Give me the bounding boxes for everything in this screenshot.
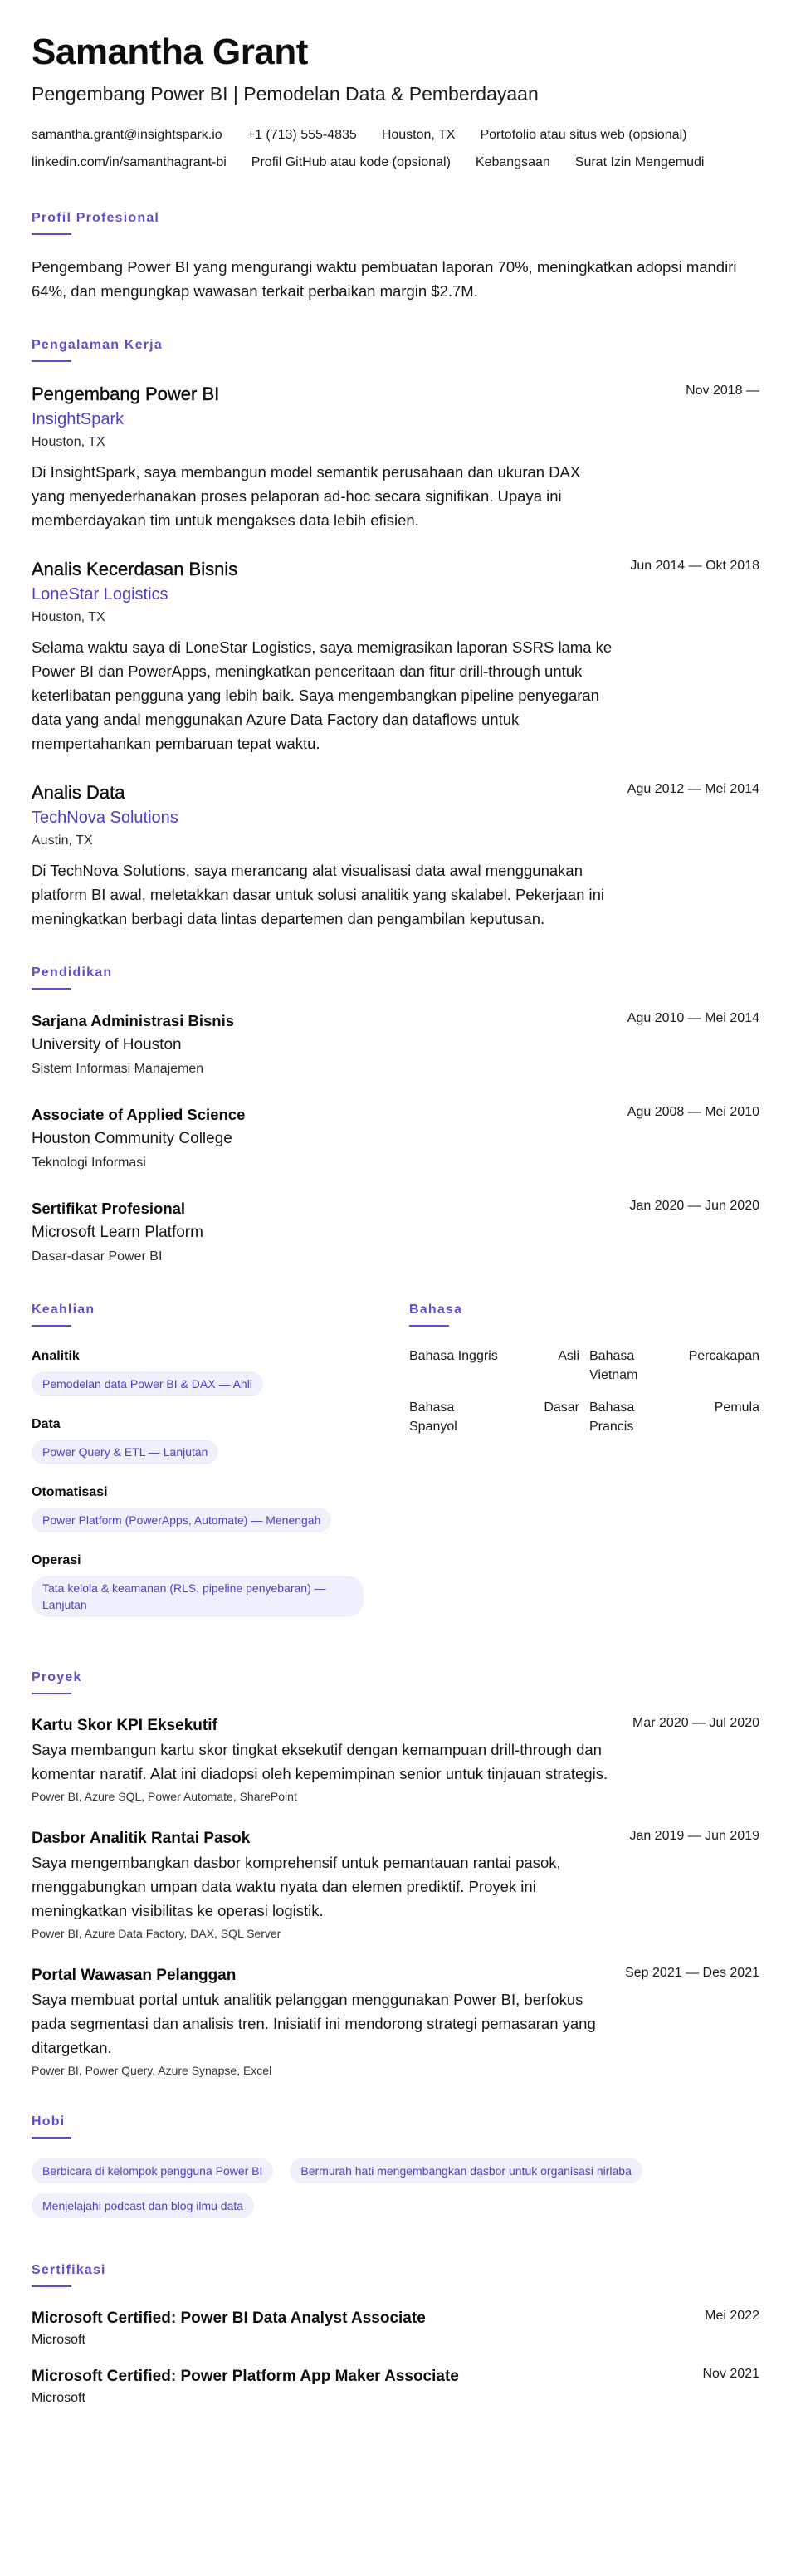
language-name: Bahasa Spanyol [409, 1400, 457, 1434]
certification-name: Microsoft Certified: Power Platform App Maker Associate [32, 2368, 459, 2385]
job-location: Houston, TX [32, 610, 105, 624]
language-item [409, 1398, 579, 1436]
project-tech: Power BI, Azure Data Factory, DAX, SQL Server [32, 1927, 281, 1940]
education-school: Microsoft Learn Platform [32, 1224, 203, 1241]
section-divider [32, 1693, 71, 1694]
language-item [409, 1347, 579, 1385]
section-divider [32, 988, 71, 990]
resume-header [32, 32, 759, 176]
project-entry [32, 1827, 759, 1943]
education-entry [32, 1009, 759, 1080]
job-company: InsightSpark [32, 410, 125, 428]
contact-phone[interactable]: +1 (713) 555-4835 [247, 128, 357, 142]
section-title: Pendidikan [32, 965, 113, 980]
entry-dates: Nov 2018 — [686, 384, 759, 398]
contact-github[interactable]: Profil GitHub atau kode (opsional) [251, 155, 451, 169]
hobbies-section [32, 2113, 759, 2228]
project-entry [32, 1964, 759, 2080]
job-location: Austin, TX [32, 833, 93, 848]
project-tech: Power BI, Azure SQL, Power Automate, SharePoint [32, 1790, 297, 1803]
project-tech: Power BI, Power Query, Azure Synapse, Excel [32, 2064, 272, 2077]
language-grid [409, 1347, 759, 1436]
entry-dates: Agu 2012 — Mei 2014 [627, 782, 759, 796]
section-title: Pengalaman Kerja [32, 338, 163, 352]
hobby-list [32, 2158, 759, 2228]
contact-nationality: Kebangsaan [475, 155, 550, 169]
language-name: Bahasa Inggris [409, 1349, 498, 1363]
language-level: Pemula [714, 1400, 759, 1415]
hobby-pill: Menjelajahi podcast dan blog ilmu data [32, 2193, 254, 2218]
education-school: Houston Community College [32, 1130, 232, 1147]
language-name: Bahasa Prancis [589, 1400, 635, 1434]
contact-email[interactable]: samantha.grant@insightspark.io [32, 128, 222, 142]
section-divider [32, 2285, 71, 2287]
entry-dates: Nov 2021 [702, 2367, 759, 2381]
section-divider [32, 1325, 71, 1327]
skill-pill: Tata kelola & keamanan (RLS, pipeline penyebaran) — Lanjutan [32, 1576, 364, 1617]
hobby-pill: Berbicara di kelompok pengguna Power BI [32, 2158, 273, 2183]
entry-dates: Jan 2019 — Jun 2019 [629, 1829, 759, 1843]
project-entry [32, 1714, 759, 1806]
experience-section [32, 336, 759, 931]
contact-driving-license: Surat Izin Mengemudi [574, 155, 705, 169]
certification-issuer: Microsoft [32, 2391, 85, 2405]
experience-entry [32, 557, 759, 755]
education-school: University of Houston [32, 1036, 182, 1053]
job-location: Houston, TX [32, 435, 105, 449]
candidate-name: Samantha Grant [32, 32, 308, 72]
entry-dates: Agu 2008 — Mei 2010 [627, 1105, 759, 1119]
language-name: Bahasa Vietnam [589, 1349, 638, 1382]
language-item [589, 1347, 759, 1385]
language-level: Dasar [544, 1400, 579, 1415]
job-company: TechNova Solutions [32, 809, 178, 827]
education-section [32, 964, 759, 1268]
section-title: Bahasa [409, 1303, 463, 1317]
skill-group [32, 1483, 409, 1532]
education-degree: Sertifikat Profesional [32, 1200, 186, 1217]
education-degree: Sarjana Administrasi Bisnis [32, 1012, 235, 1029]
education-entry [32, 1197, 759, 1268]
project-name: Kartu Skor KPI Eksekutif [32, 1717, 217, 1734]
project-name: Dasbor Analitik Rantai Pasok [32, 1830, 251, 1847]
job-description: Di TechNova Solutions, saya merancang alat visualisasi data awal menggunakan platform BI awal, meletakkan dasar untuk solusi analitik yang skalabel. Pekerjaan ini meningkatkan berbagi data lintas departemen dan pengambilan keputusan. [32, 862, 605, 927]
contact-list [32, 121, 759, 176]
project-description: Saya membuat portal untuk analitik pelanggan menggunakan Power BI, berfokus pada segmentasi dan analisis tren. Inisiatif ini mendorong strategi pemasaran yang ditargetkan. [32, 1991, 596, 2056]
certification-entry [32, 2307, 759, 2350]
entry-dates: Mar 2020 — Jul 2020 [632, 1716, 759, 1730]
skill-category: Analitik [32, 1349, 80, 1363]
entry-dates: Jan 2020 — Jun 2020 [629, 1199, 759, 1213]
job-company: LoneStar Logistics [32, 585, 168, 604]
section-divider [32, 2137, 71, 2139]
experience-entry [32, 382, 759, 532]
job-description: Selama waktu saya di LoneStar Logistics, saya memigrasikan laporan SSRS lama ke Power BI dan PowerApps, meningkatkan penceritaan dan fitur drill-through untuk keterlibatan pengguna yang lebih baik. Saya mengembangkan pipeline penyegaran data yang andal menggunakan Azure Data Factory dan dataflows untuk mempertahankan pembaruan tepat waktu. [32, 638, 613, 752]
languages-section [409, 1301, 759, 1635]
language-item [589, 1398, 759, 1436]
section-title: Proyek [32, 1670, 82, 1684]
skill-pill: Power Platform (PowerApps, Automate) — Menengah [32, 1508, 331, 1532]
skills-section [32, 1301, 409, 1635]
section-title: Sertifikasi [32, 2263, 106, 2277]
job-title: Analis Kecerdasan Bisnis [32, 559, 238, 579]
entry-dates: Agu 2010 — Mei 2014 [627, 1011, 759, 1025]
entry-dates: Sep 2021 — Des 2021 [625, 1966, 759, 1980]
certification-name: Microsoft Certified: Power BI Data Analyst Associate [32, 2310, 426, 2327]
skill-category: Operasi [32, 1553, 81, 1567]
skill-pill: Power Query & ETL — Lanjutan [32, 1440, 218, 1464]
skill-group [32, 1551, 409, 1617]
hobby-pill: Bermurah hati mengembangkan dasbor untuk organisasi nirlaba [290, 2158, 642, 2183]
skill-group [32, 1347, 409, 1396]
section-divider [409, 1325, 449, 1327]
candidate-headline: Pengembang Power BI | Pemodelan Data & Pemberdayaan [32, 83, 539, 105]
section-divider [32, 360, 71, 362]
skill-group [32, 1415, 409, 1464]
education-field: Teknologi Informasi [32, 1156, 146, 1170]
job-title: Analis Data [32, 782, 125, 803]
job-title: Pengembang Power BI [32, 384, 220, 404]
profile-summary: Pengembang Power BI yang mengurangi waktu pembuatan laporan 70%, meningkatkan adopsi mandiri 64%, dan mengungkap wawasan terkait perbaikan margin $2.7M. [32, 258, 737, 300]
education-field: Sistem Informasi Manajemen [32, 1062, 204, 1076]
education-field: Dasar-dasar Power BI [32, 1249, 163, 1264]
language-level: Percakapan [688, 1349, 759, 1363]
projects-section [32, 1669, 759, 2080]
section-title: Keahlian [32, 1303, 95, 1317]
job-description: Di InsightSpark, saya membangun model semantik perusahaan dan ukuran DAX yang menyederhanakan proses pelaporan ad-hoc secara signifikan. Upaya ini memberdayakan tim untuk mengakses data lebih efisien. [32, 463, 581, 529]
certification-entry [32, 2365, 759, 2408]
project-name: Portal Wawasan Pelanggan [32, 1967, 237, 1984]
contact-linkedin[interactable]: linkedin.com/in/samanthagrant-bi [32, 155, 227, 169]
section-title: Hobi [32, 2114, 66, 2129]
skill-category: Data [32, 1417, 61, 1431]
skill-category: Otomatisasi [32, 1485, 108, 1499]
skills-languages-row [32, 1301, 759, 1635]
language-level: Asli [558, 1349, 579, 1363]
experience-entry [32, 780, 759, 931]
section-title: Profil Profesional [32, 211, 160, 225]
project-description: Saya mengembangkan dasbor komprehensif untuk pemantauan rantai pasok, menggabungkan umpan data waktu nyata dan elemen prediktif. Proyek ini meningkatkan visibilitas ke operasi logistik. [32, 1854, 561, 1919]
certification-issuer: Microsoft [32, 2333, 85, 2347]
entry-dates: Mei 2022 [705, 2309, 759, 2323]
project-description: Saya membangun kartu skor tingkat eksekutif dengan kemampuan drill-through dan komentar naratif. Alat ini diadopsi oleh kepemimpinan senior untuk tinjauan strategis. [32, 1741, 608, 1782]
education-degree: Associate of Applied Science [32, 1106, 246, 1123]
certifications-section [32, 2261, 759, 2408]
education-entry [32, 1103, 759, 1174]
contact-portfolio[interactable]: Portofolio atau situs web (opsional) [480, 128, 687, 142]
entry-dates: Jun 2014 — Okt 2018 [630, 559, 759, 573]
skill-pill: Pemodelan data Power BI & DAX — Ahli [32, 1371, 263, 1396]
profile-section [32, 209, 759, 303]
contact-location: Houston, TX [381, 128, 456, 142]
section-divider [32, 233, 71, 235]
